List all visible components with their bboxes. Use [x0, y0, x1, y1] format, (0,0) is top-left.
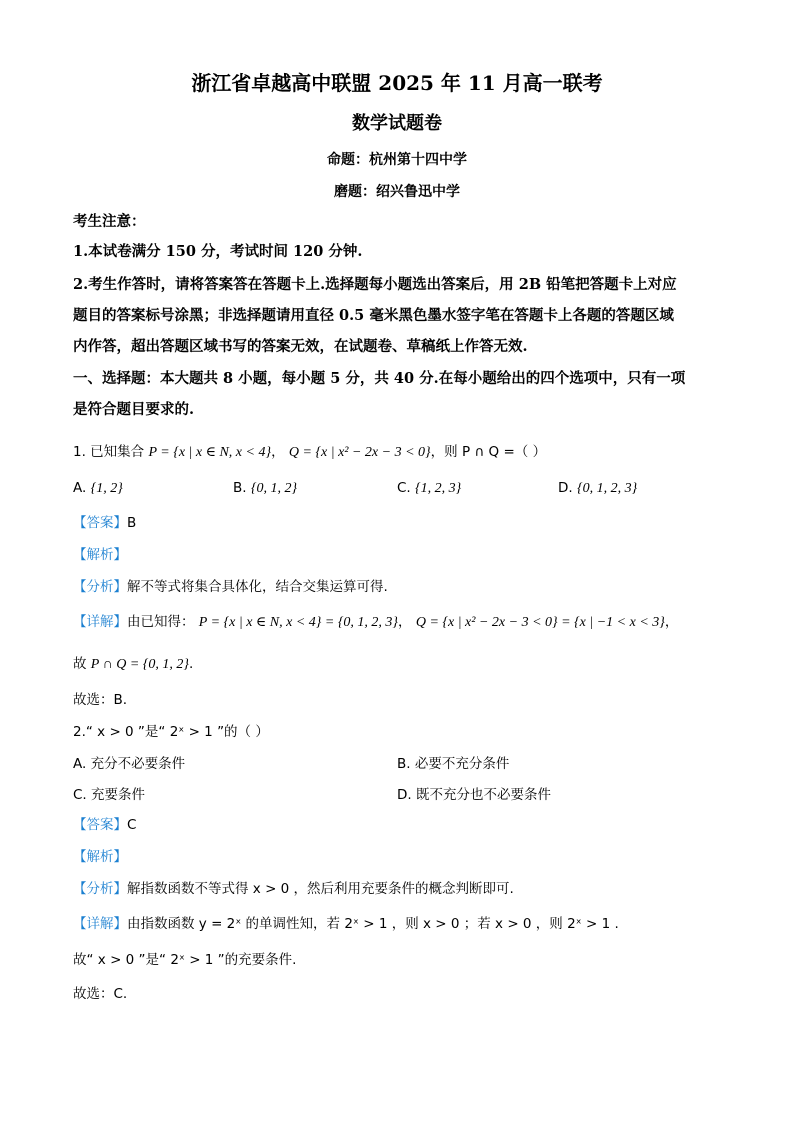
reviewer-line: 磨题：绍兴鲁迅中学	[334, 184, 460, 200]
q2-option-b: B. 必要不充分条件	[397, 756, 510, 772]
q1-answer: 【答案】B	[73, 515, 137, 531]
q1-stem-suffix: ，则 P ∩ Q =（ ）	[430, 444, 547, 460]
q2-option-d: D. 既不充分也不必要条件	[397, 787, 551, 803]
q2-jiexi-tag: 【解析】	[73, 849, 127, 865]
page-subtitle: 数学试题卷	[352, 113, 442, 134]
q2-answer: 【答案】C	[73, 817, 137, 833]
q1-stem-prefix: 1. 已知集合	[73, 444, 145, 460]
section-heading-line-2: 是符合题目要求的.	[73, 401, 195, 418]
q1-option-b: B. {0, 1, 2}	[233, 480, 298, 496]
q1-jiexi-tag: 【解析】	[73, 547, 127, 563]
notice-item-2-line-3: 内作答，超出答题区域书写的答案无效，在试题卷、草稿纸上作答无效.	[73, 338, 528, 355]
q1-set-q: Q = {x | x² − 2x − 3 < 0}	[288, 445, 431, 460]
setter-line: 命题：杭州第十四中学	[327, 152, 467, 168]
q2-option-a: A. 充分不必要条件	[73, 756, 186, 772]
notice-item-2-line-1: 2.考生作答时，请将答案答在答题卡上.选择题每小题选出答案后，用 2B 铅笔把答题卡上对应	[73, 276, 677, 293]
q1-choose: 故选：B.	[73, 692, 128, 708]
q2-stem: 2.“ x > 0 ”是“ 2ˣ > 1 ”的（ ）	[73, 724, 269, 740]
q1-stem: 1. 已知集合 P = {x | x ∈ N, x < 4}， Q = {x | x² − 2x − 3 < 0}，则 P ∩ Q =（ ）	[73, 444, 547, 460]
notice-item-1: 1.本试卷满分 150 分，考试时间 120 分钟.	[73, 243, 363, 260]
q1-conclusion: 故 P ∩ Q = {0, 1, 2}.	[73, 656, 194, 672]
q1-set-p: P = {x | x ∈ N, x < 4}	[148, 445, 272, 460]
q1-fenxi: 【分析】解不等式将集合具体化，结合交集运算可得.	[73, 579, 388, 595]
section-heading-line-1: 一、选择题：本大题共 8 小题，每小题 5 分，共 40 分.在每小题给出的四个选项中，只有一项	[73, 370, 686, 387]
q1-option-c: C. {1, 2, 3}	[397, 480, 462, 496]
page-title: 浙江省卓越高中联盟 2025 年 11 月高一联考	[191, 71, 603, 95]
q2-choose: 故选：C.	[73, 986, 128, 1002]
notice-heading: 考生注意：	[73, 213, 146, 230]
q1-option-a: A. {1, 2}	[73, 480, 123, 496]
notice-item-2-line-2: 题目的答案标号涂黑；非选择题请用直径 0.5 毫米黑色墨水签字笔在答题卡上各题的答题区域	[73, 307, 674, 324]
q2-conclusion: 故“ x > 0 ”是“ 2ˣ > 1 ”的充要条件.	[73, 952, 297, 968]
q1-xiangjie: 【详解】由已知得： P = {x | x ∈ N, x < 4} = {0, 1, 2, 3}， Q = {x | x² − 2x − 3 < 0} = {x | −1 < x < 3}，	[73, 614, 679, 630]
q2-option-c: C. 充要条件	[73, 787, 146, 803]
q1-option-d: D. {0, 1, 2, 3}	[558, 480, 638, 496]
q2-xiangjie: 【详解】由指数函数 y = 2ˣ 的单调性知，若 2ˣ > 1 ，则 x > 0 ；若 x > 0 ，则 2ˣ > 1 .	[73, 916, 619, 932]
q2-fenxi: 【分析】解指数函数不等式得 x > 0 ，然后利用充要条件的概念判断即可.	[73, 881, 514, 897]
